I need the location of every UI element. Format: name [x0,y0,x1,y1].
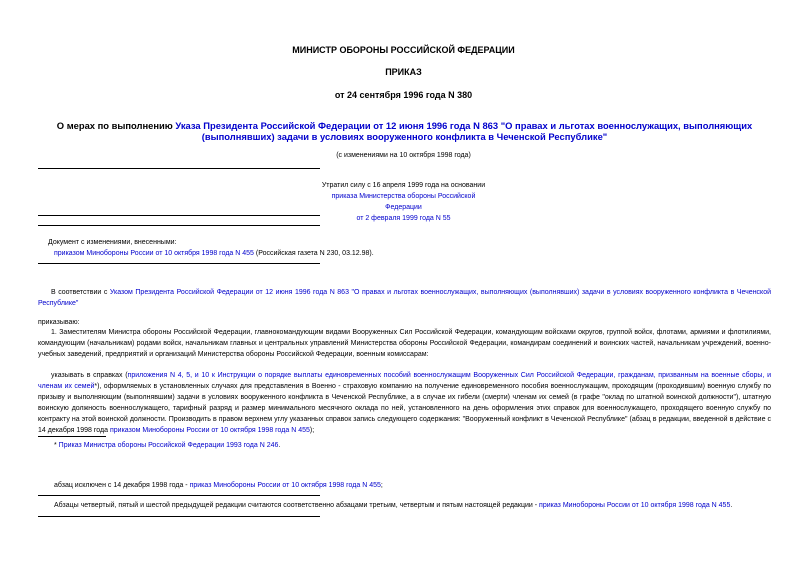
excluded-text: абзац исключен с 14 декабря 1998 года - [54,482,190,489]
order-246-link[interactable]: Приказ Министра обороны Российской Федерации 1993 года N 246 [58,442,279,449]
amendment-source: (Российская газета N 230, 03.12.98). [253,250,374,257]
specify-prefix: указывать в справках ( [51,372,128,379]
divider [38,495,320,496]
divider [38,263,320,264]
instruction-appendix-link[interactable]: приложения N 4, 5, и 10 к Инструкции о порядке выплаты единовременных пособий военнослужащим Вооруженных Сил Российской Федерации, гражданам, призванным на военные сборы, и членам их семей [38,372,771,390]
renumber-text: Абзацы четвертый, пятый и шестой предыдущей редакции считаются соответственно абзацами третьим, четвертым и пятым настоящей редакции - [54,502,540,509]
document-date: от 24 сентября 1996 года N 380 [334,90,473,100]
title-prefix: О мерах по выполнению [56,120,176,131]
specify-paragraph [38,370,771,436]
renumber-note [54,500,774,511]
lost-force-notice [320,180,487,224]
preamble-text: В соответствии с [51,289,110,296]
preamble [38,287,771,309]
divider [38,215,320,216]
decree-link[interactable]: Указа Президента Российской Федерации от 12 июня 1996 года N 863 "О правах и льготах военнослужащих, выполняющих (выполнявших) задачи в условиях вооруженного конфликта в Чеченской Республике" [175,120,753,142]
renumber-end: . [730,502,733,509]
document-type: ПРИКАЗ [385,67,422,77]
footnote-divider [38,436,106,437]
footnote-end: . [278,442,281,449]
footnote-star: * [54,442,59,449]
changes-intro: Документ с изменениями, внесенными: [48,239,177,246]
excluded-note [54,480,774,491]
specify-text: *), оформляемых в установленных случаях для представления в Военно - страховую компанию на получение единовременного пособия военнослужащим, проходящим (проходившим) военную службу по призыву и выполняющим (выполнявшим) задачи в условиях вооруженного конфликта в Чеченской Республике, а в случае их гибели (смерти) членам их семей (в графе "оклад по штатной воинской должности"), штатную воинскую должность военнослужащего, тарифный разряд и размер минимального месячного оклада по ней, установленного на день оформления этих справок для военнослужащего, проходящего военную службу по контракту на этой воинской должности. Производить в правом верхнем углу указанных справок запись следующего содержания: "Вооруженный конфликт в Чеченской Республике" (абзац в редакции, введенной в действие с 14 декабря 1998 года [38,383,771,434]
excluded-order-link[interactable]: приказ Минобороны России от 10 октября 1998 года N 455 [189,482,381,489]
preamble-decree-link[interactable]: Указом Президента Российской Федерации от 12 июня 1996 года N 863 "О правах и льготах военнослужащих, выполняющих (выполнявших) задачи в условиях вооруженного конфликта в Чеченской Республике" [38,289,772,307]
lost-force-link[interactable]: приказа Министерства обороны Российской Федерации [331,193,476,211]
lost-force-text: Утратил силу с 16 апреля 1999 года на основании [321,182,486,189]
renumber-order-link[interactable]: приказ Минобороны России от 10 октября 1998 года N 455 [539,502,731,509]
lost-force-link-date[interactable]: от 2 февраля 1999 года N 55 [356,215,451,222]
document-title [38,120,771,142]
item-1: 1. Заместителям Министра обороны Российской Федерации, главнокомандующим видами Вооруженных Сил Российской Федерации, командующим войсками округов, группой войск, флотами, армиями и флотилиями, командующим (начальникам) родами войск, начальникам главных и центральных управлений Министерства обороны Российской Федерации, командирам соединений и воинских частей, начальникам учреждений, военно-учебных заведений, предприятий и организаций Министерства обороны Российской Федерации, военным комиссарам: [38,329,771,358]
divider [38,225,320,226]
order-455-link[interactable]: приказом Минобороны России от 10 октября 1998 года N 455 [109,427,310,434]
ministry-heading: МИНИСТР ОБОРОНЫ РОССИЙСКОЙ ФЕДЕРАЦИИ [292,45,515,55]
amendment-link[interactable]: приказом Минобороны России от 10 октября 1998 года N 455 [54,250,254,257]
footnote [54,440,774,451]
divider [38,168,320,169]
changes-block [48,237,788,259]
excluded-end: ; [380,482,383,489]
specify-end: ); [309,427,315,434]
edits-note: (с изменениями на 10 октября 1998 года) [336,152,471,159]
divider [38,516,320,517]
changes-entry [48,248,788,259]
orders-word: приказываю: [38,319,80,326]
